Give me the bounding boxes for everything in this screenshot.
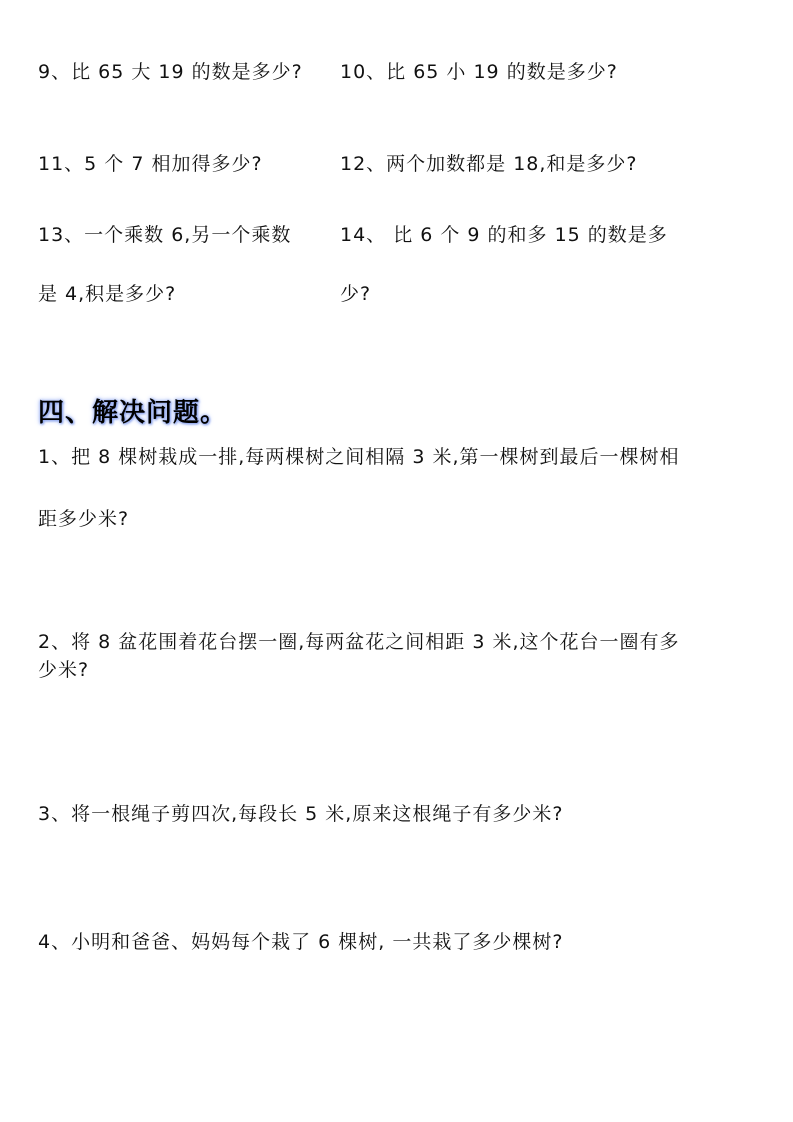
question-13-line1: 13、一个乘数 6,另一个乘数 bbox=[38, 224, 292, 246]
problem-2-line1: 2、将 8 盆花围着花台摆一圈,每两盆花之间相距 3 米,这个花台一圈有多 bbox=[38, 631, 680, 653]
question-13-line2: 是 4,积是多少? bbox=[38, 283, 177, 305]
question-11: 11、5 个 7 相加得多少? bbox=[38, 153, 263, 175]
question-14-line1: 14、 比 6 个 9 的和多 15 的数是多 bbox=[340, 224, 668, 246]
problem-4: 4、小明和爸爸、妈妈每个栽了 6 棵树, 一共栽了多少棵树? bbox=[38, 931, 564, 953]
question-12: 12、两个加数都是 18,和是多少? bbox=[340, 153, 638, 175]
question-10: 10、比 65 小 19 的数是多少? bbox=[340, 61, 618, 83]
problem-3: 3、将一根绳子剪四次,每段长 5 米,原来这根绳子有多少米? bbox=[38, 803, 564, 825]
question-9: 9、比 65 大 19 的数是多少? bbox=[38, 61, 303, 83]
problem-2-line2: 少米? bbox=[38, 659, 90, 681]
section-title-problem-solving: 四、解决问题。 bbox=[38, 398, 228, 428]
question-14-line2: 少? bbox=[340, 283, 372, 305]
problem-1-line1: 1、把 8 棵树栽成一排,每两棵树之间相隔 3 米,第一棵树到最后一棵树相 bbox=[38, 446, 680, 468]
problem-1-line2: 距多少米? bbox=[38, 508, 130, 530]
